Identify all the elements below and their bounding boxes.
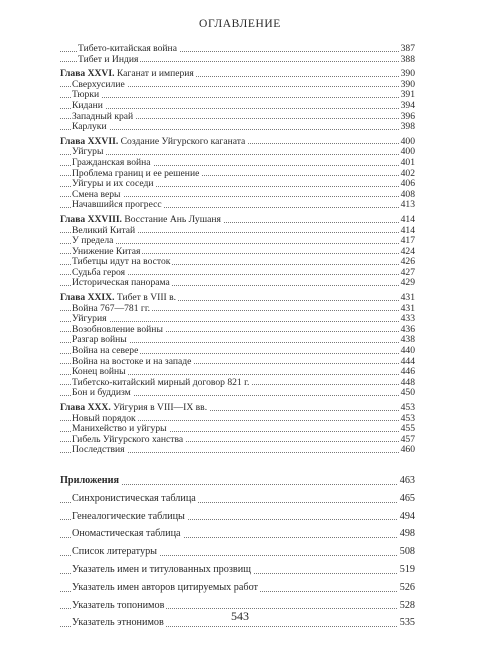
toc-entry[interactable]: Генеалогические таблицы 494 xyxy=(60,508,415,526)
toc-entry[interactable]: Война на востоке и на западе 444 xyxy=(60,357,415,368)
chapter-heading[interactable]: Глава XXVI. Каганат и империя 390 xyxy=(60,68,415,80)
toc-entry[interactable]: Сверхусилие 390 xyxy=(60,80,415,91)
page-number: 543 xyxy=(231,609,249,623)
toc-entry[interactable]: Разгар войны 438 xyxy=(60,335,415,346)
chapter-heading[interactable]: Глава XXVIII. Восстание Ань Лушаня 414 xyxy=(60,213,415,225)
toc-entry[interactable]: Манихейство и уйгуры 455 xyxy=(60,424,415,435)
toc-entry[interactable]: Ономастическая таблица 498 xyxy=(60,525,415,543)
appendix-heading[interactable]: Приложения 463 xyxy=(60,472,415,490)
chapter-heading[interactable]: Глава XXX. Уйгурия в VIII—IX вв. 453 xyxy=(60,402,415,413)
toc-entry[interactable]: У предела 417 xyxy=(60,236,415,247)
toc-entry[interactable]: Указатель имен и титулованных прозвищ 519 xyxy=(60,561,415,579)
toc-entry[interactable]: Синхронистическая таблица 465 xyxy=(60,490,415,508)
toc-entry[interactable]: Последствия 460 xyxy=(60,445,415,456)
toc-entry[interactable]: Тибет и Индия 388 xyxy=(60,55,415,66)
toc-entry[interactable]: Война на севере 440 xyxy=(60,346,415,357)
toc-entry[interactable]: Проблема границ и ее решение 402 xyxy=(60,169,415,180)
toc-entry[interactable]: Война 767—781 гг. 431 xyxy=(60,304,415,315)
toc-entry[interactable]: Историческая панорама 429 xyxy=(60,278,415,289)
toc-entry[interactable]: Смена веры 408 xyxy=(60,190,415,201)
toc-entry[interactable]: Указатель топонимов 528 xyxy=(60,597,415,615)
toc-entry[interactable]: Тибето-китайская война 387 xyxy=(60,44,415,55)
toc-entry[interactable]: Великий Китай 414 xyxy=(60,226,415,237)
toc-entry[interactable]: Конец войны 446 xyxy=(60,367,415,378)
toc-entry[interactable]: Возобновление войны 436 xyxy=(60,325,415,336)
table-of-contents xyxy=(60,44,415,632)
toc-entry[interactable]: Уйгуры и их соседи 406 xyxy=(60,179,415,190)
toc-entry[interactable]: Унижение Китая 424 xyxy=(60,247,415,258)
toc-entry[interactable]: Бон и буддизм 450 xyxy=(60,388,415,399)
toc-entry[interactable]: Гражданская война 401 xyxy=(60,158,415,169)
toc-entry[interactable]: Новый порядок 453 xyxy=(60,414,415,425)
toc-entry[interactable]: Начавшийся прогресс 413 xyxy=(60,200,415,211)
toc-entry[interactable]: Судьба героя 427 xyxy=(60,268,415,279)
toc-entry[interactable]: Уйгуры 400 xyxy=(60,147,415,158)
toc-entry[interactable]: Гибель Уйгурского ханства 457 xyxy=(60,435,415,446)
toc-entry[interactable]: Западный край 396 xyxy=(60,112,415,123)
toc-entry[interactable]: Кидани 394 xyxy=(60,101,415,112)
toc-entry[interactable]: Указатель имен авторов цитируемых работ 526 xyxy=(60,579,415,597)
toc-entry[interactable]: Уйгурия 433 xyxy=(60,314,415,325)
chapter-heading[interactable]: Глава XXIX. Тибет в VIII в. 431 xyxy=(60,292,415,304)
toc-entry[interactable]: Тюрки 391 xyxy=(60,90,415,101)
toc-entry[interactable]: Карлуки 398 xyxy=(60,122,415,133)
toc-entry[interactable]: Тибетцы идут на восток 426 xyxy=(60,257,415,268)
toc-entry[interactable]: Указатель этнонимов 535 xyxy=(60,614,415,632)
toc-entry[interactable]: Тибетско-китайский мирный договор 821 г. 448 xyxy=(60,378,415,389)
toc-entry[interactable]: Список литературы 508 xyxy=(60,543,415,561)
page-header: ОГЛАВЛЕНИЕ xyxy=(199,18,281,30)
chapter-heading[interactable]: Глава XXVII. Создание Уйгурского каганата 400 xyxy=(60,135,415,147)
